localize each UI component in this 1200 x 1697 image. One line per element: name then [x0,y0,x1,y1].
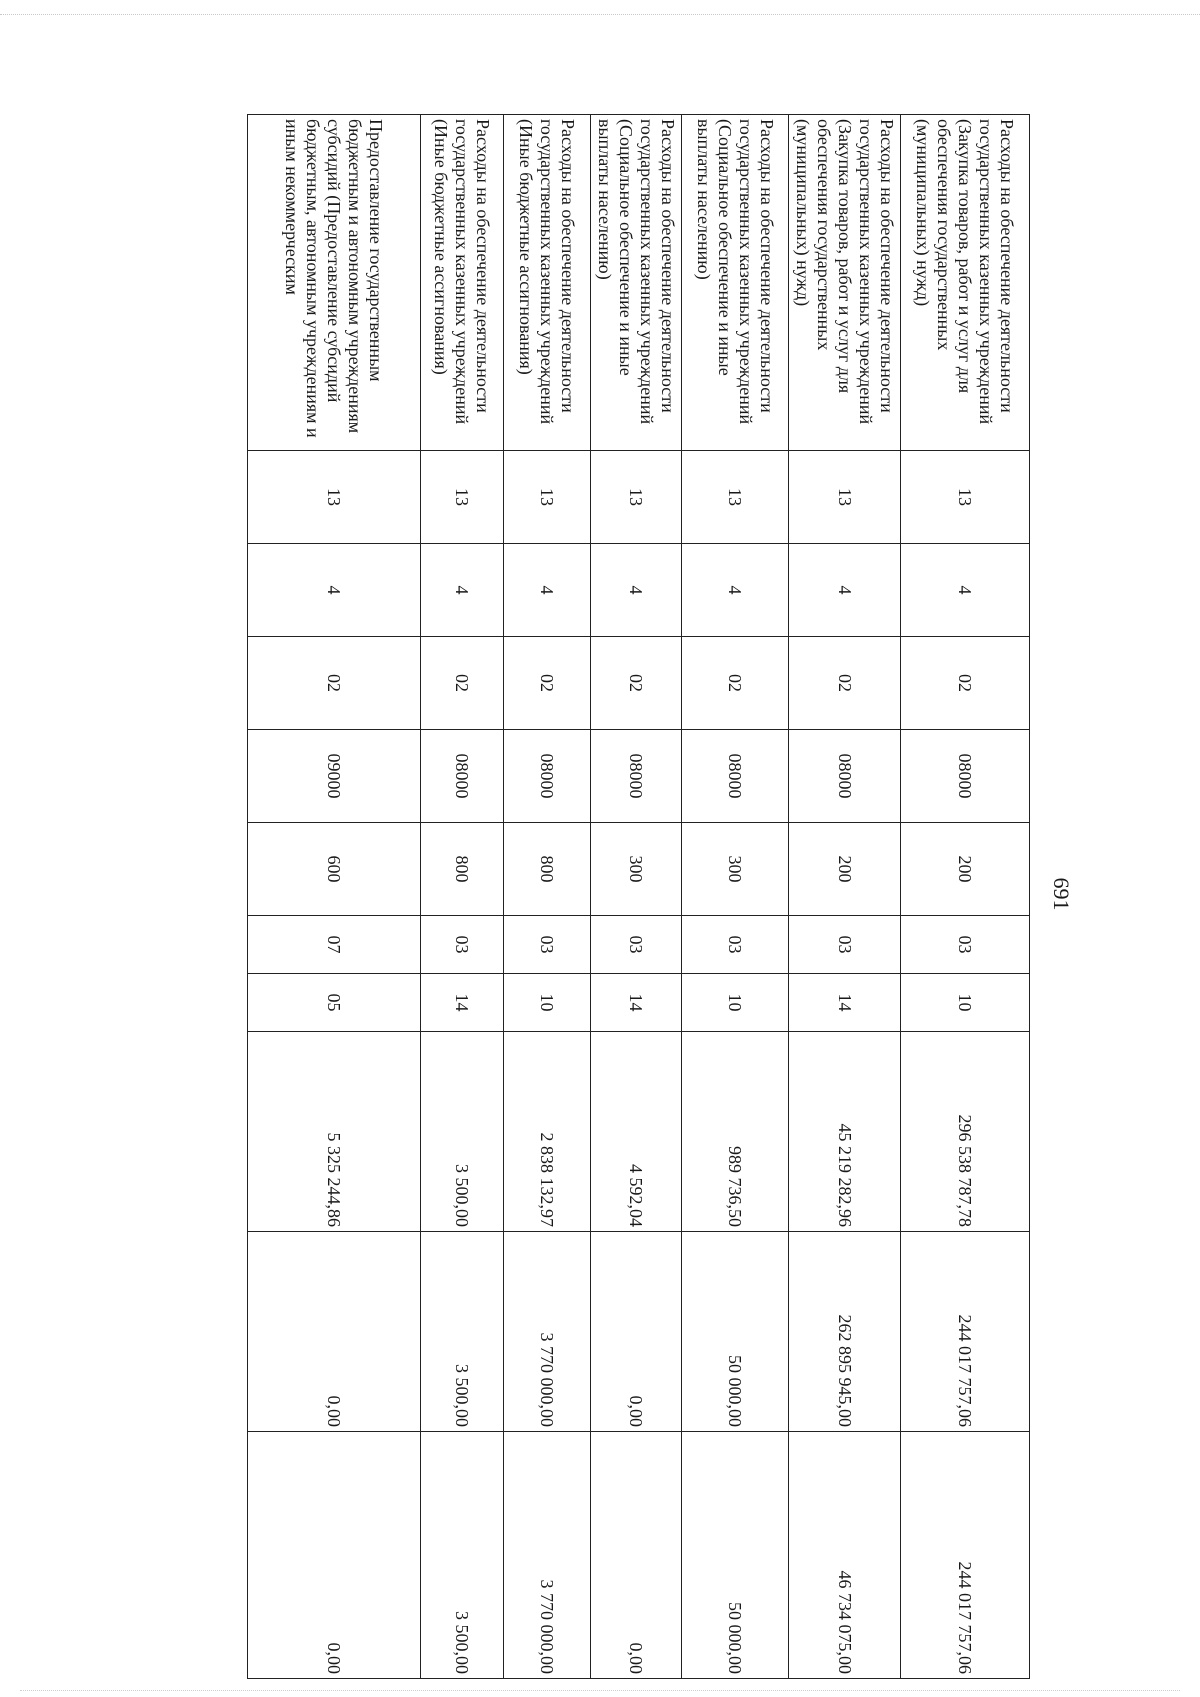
code-cell: 13 [504,451,591,544]
code-cell: 14 [421,974,504,1032]
code-cell: 800 [421,823,504,916]
code-cell: 14 [789,974,901,1032]
code-cell: 07 [248,916,421,974]
code-cell: 600 [248,823,421,916]
code-cell: 13 [421,451,504,544]
code-cell: 02 [682,637,789,730]
code-cell: 08000 [901,730,1030,823]
amount-cell: 0,00 [248,1432,421,1679]
rotated-page [58,114,1090,1678]
code-cell: 03 [421,916,504,974]
code-cell: 08000 [789,730,901,823]
code-cell: 4 [504,544,591,637]
code-cell: 02 [504,637,591,730]
scan-edge-bottom [20,1690,1180,1691]
code-cell: 08000 [591,730,682,823]
amount-cell: 3 500,00 [421,1032,504,1232]
code-cell: 13 [789,451,901,544]
amount-cell: 50 000,00 [682,1432,789,1679]
code-cell: 05 [248,974,421,1032]
amount-cell: 989 736,50 [682,1032,789,1232]
amount-cell: 3 770 000,00 [504,1232,591,1432]
table-row [682,115,789,1679]
code-cell: 10 [901,974,1030,1032]
amount-cell: 3 500,00 [421,1232,504,1432]
code-cell: 300 [682,823,789,916]
table-row [591,115,682,1679]
code-cell: 300 [591,823,682,916]
code-cell: 02 [248,637,421,730]
amount-cell: 0,00 [248,1232,421,1432]
code-cell: 08000 [682,730,789,823]
table-row [248,115,421,1679]
amount-cell: 4 592,04 [591,1032,682,1232]
code-cell: 03 [591,916,682,974]
amount-cell: 3 500,00 [421,1432,504,1679]
code-cell: 03 [789,916,901,974]
code-cell: 4 [789,544,901,637]
row-description: Расходы на обеспечение деятельности государственных казенных учреждений (Закупка товаров, работ и услуг для обеспечения государственных (муниципальных) нужд) [901,115,1030,451]
row-description: Предоставление государственным бюджетным и автономным учреждениям субсидий (Предоставление субсидий бюджетным, автономным учреждениям и иным некоммерческим [248,115,421,451]
code-cell: 13 [682,451,789,544]
code-cell: 03 [901,916,1030,974]
amount-cell: 0,00 [591,1232,682,1432]
amount-cell: 244 017 757,06 [901,1232,1030,1432]
amount-cell: 0,00 [591,1432,682,1679]
table-row [901,115,1030,1679]
amount-cell: 5 325 244,86 [248,1032,421,1232]
amount-cell: 50 000,00 [682,1232,789,1432]
amount-cell: 244 017 757,06 [901,1432,1030,1679]
table-row [504,115,591,1679]
table-row [789,115,901,1679]
code-cell: 4 [682,544,789,637]
code-cell: 13 [248,451,421,544]
code-cell: 08000 [421,730,504,823]
amount-cell: 3 770 000,00 [504,1432,591,1679]
amount-cell: 262 895 945,00 [789,1232,901,1432]
code-cell: 02 [789,637,901,730]
code-cell: 4 [248,544,421,637]
code-cell: 10 [682,974,789,1032]
scan-edge-top [0,14,1200,15]
code-cell: 03 [504,916,591,974]
page-number: 691 [1049,877,1074,911]
code-cell: 800 [504,823,591,916]
budget-table [247,114,1030,1679]
code-cell: 10 [504,974,591,1032]
code-cell: 02 [901,637,1030,730]
code-cell: 03 [682,916,789,974]
row-description: Расходы на обеспечение деятельности государственных казенных учреждений (Социальное обеспечение и иные выплаты населению) [591,115,682,451]
code-cell: 200 [901,823,1030,916]
code-cell: 4 [421,544,504,637]
amount-cell: 2 838 132,97 [504,1032,591,1232]
code-cell: 13 [901,451,1030,544]
row-description: Расходы на обеспечение деятельности государственных казенных учреждений (Закупка товаров, работ и услуг для обеспечения государственных (муниципальных) нужд) [789,115,901,451]
row-description: Расходы на обеспечение деятельности государственных казенных учреждений (Иные бюджетные ассигнования) [504,115,591,451]
code-cell: 02 [591,637,682,730]
code-cell: 08000 [504,730,591,823]
code-cell: 13 [591,451,682,544]
table-row [421,115,504,1679]
amount-cell: 296 538 787,78 [901,1032,1030,1232]
code-cell: 14 [591,974,682,1032]
code-cell: 200 [789,823,901,916]
code-cell: 4 [901,544,1030,637]
code-cell: 4 [591,544,682,637]
row-description: Расходы на обеспечение деятельности государственных казенных учреждений (Социальное обеспечение и иные выплаты населению) [682,115,789,451]
code-cell: 09000 [248,730,421,823]
amount-cell: 45 219 282,96 [789,1032,901,1232]
row-description: Расходы на обеспечение деятельности государственных казенных учреждений (Иные бюджетные ассигнования) [421,115,504,451]
amount-cell: 46 734 075,00 [789,1432,901,1679]
code-cell: 02 [421,637,504,730]
